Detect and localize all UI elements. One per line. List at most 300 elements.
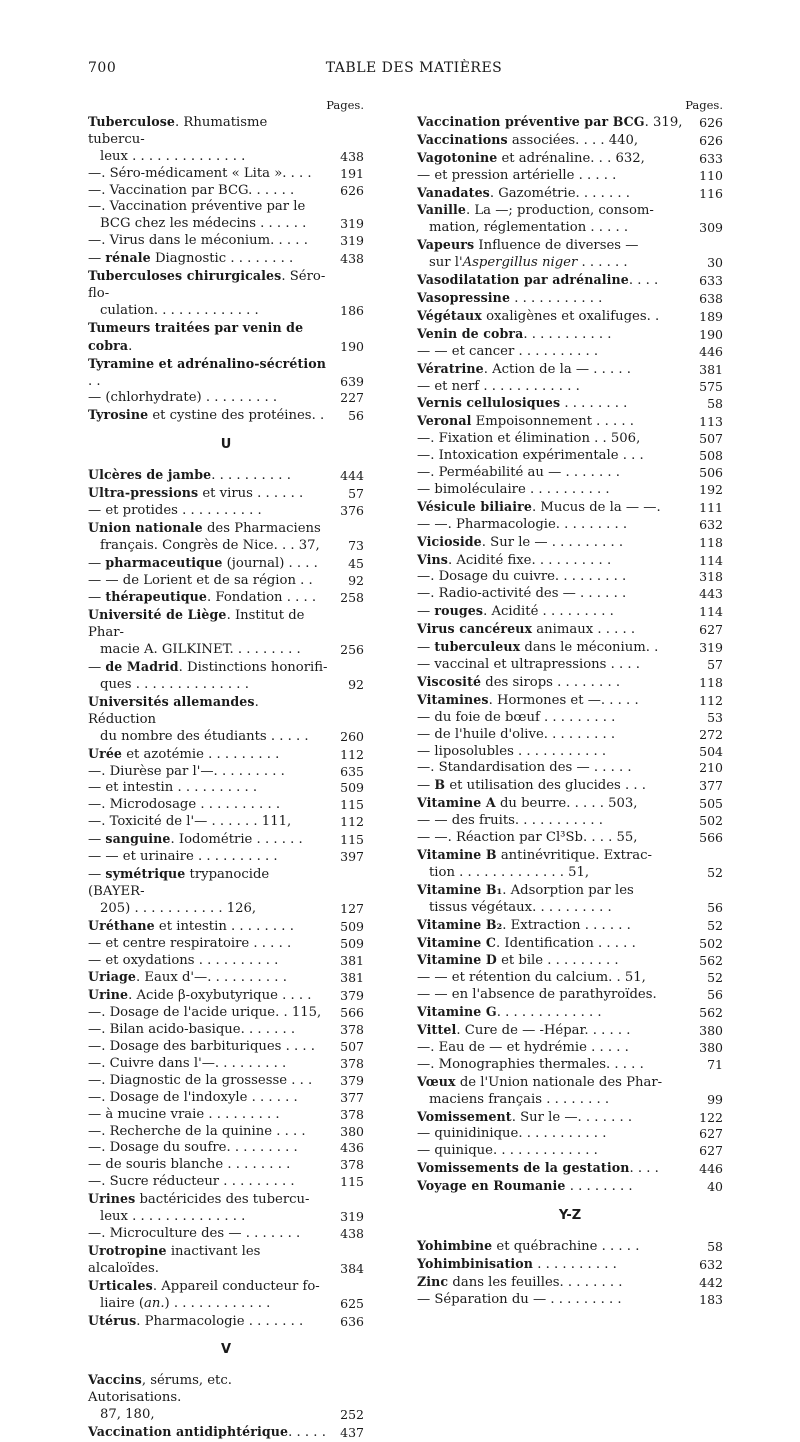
entry-page-number: 112 — [340, 814, 364, 830]
entry-page-number: 632 — [699, 516, 723, 532]
index-entry — [88, 199, 364, 233]
index-entry — [417, 237, 723, 272]
entry-text: — —. Pharmacologie. . . . . . . . . — [417, 516, 628, 532]
pages-label: Pages. — [685, 98, 723, 112]
entry-page-number: 319 — [340, 216, 364, 232]
index-entry — [417, 935, 723, 953]
entry-text: ques . . . . . . . . . . . . . . — [100, 677, 249, 692]
index-entry — [417, 168, 723, 185]
entry-text: Vaccination antidiphtérique. . . . . — [88, 1424, 326, 1441]
index-entry — [417, 344, 723, 361]
index-entry — [88, 936, 364, 953]
entry-page-number: 260 — [340, 728, 364, 744]
entry-text: Université de Liège. Institut de Phar- — [88, 607, 305, 641]
index-entry — [417, 710, 723, 727]
entry-text: Vératrine. Action de la — . . . . . — [417, 360, 631, 377]
entry-text: —. Dosage de l'indoxyle . . . . . . — [88, 1089, 298, 1105]
entry-text: macie A. GILKINET. . . . . . . . . — [100, 642, 301, 658]
index-entry — [417, 1274, 723, 1292]
entry-page-number: 443 — [699, 586, 723, 602]
index-entry — [88, 814, 364, 831]
entry-text: — —. Réaction par Cl³Sb. . . . 55, — [417, 830, 638, 846]
entry-page-number: 377 — [699, 778, 723, 794]
entry-page-number: 636 — [340, 1313, 364, 1329]
entry-page-number: 381 — [699, 361, 723, 377]
index-entry — [417, 534, 723, 552]
entry-text: Vitamine B₂. Extraction . . . . . . — [417, 916, 631, 933]
entry-text: — à mucine vraie . . . . . . . . . — [88, 1106, 280, 1122]
entry-text: —. Cuivre dans l'—. . . . . . . . . — [88, 1055, 287, 1071]
index-entry — [417, 569, 723, 586]
entry-text: Vernis cellulosiques . . . . . . . . — [417, 395, 628, 412]
entry-page-number: 53 — [707, 709, 723, 725]
entry-text: — — en l'absence de parathyroïdes. — [417, 987, 657, 1003]
entry-page-number: 378 — [340, 1022, 364, 1038]
entry-text: 205) . . . . . . . . . . . 126, — [100, 900, 257, 916]
entry-page-number: 118 — [699, 534, 723, 550]
index-entry — [417, 727, 723, 744]
index-entry — [88, 166, 364, 183]
entry-text: Tuberculoses chirurgicales. Séro-flo- — [88, 268, 326, 301]
entry-text: Tyrosine et cystine des protéines. . — [88, 407, 325, 424]
entry-text: — rénale Diagnostic . . . . . . . . — [88, 250, 294, 267]
index-entry — [417, 1022, 723, 1040]
index-entry — [417, 603, 723, 621]
entry-text: Veronal Empoisonnement . . . . . — [417, 413, 634, 430]
entry-text: culation. . . . . . . . . . . . . — [100, 302, 259, 318]
entry-page-number: 438 — [340, 1226, 364, 1241]
index-entry — [417, 847, 723, 882]
entry-page-number: 73 — [348, 537, 364, 553]
index-entry — [417, 917, 723, 935]
entry-page-number: 627 — [699, 622, 723, 638]
entry-text: — de l'huile d'olive. . . . . . . . . — [417, 726, 616, 742]
entry-text: — du foie de bœuf . . . . . . . . . — [417, 709, 616, 725]
entry-text: Vanadates. Gazométrie. . . . . . . — [417, 184, 630, 201]
entry-page-number: 380 — [340, 1123, 364, 1139]
entry-page-number: 252 — [340, 1407, 364, 1423]
index-entry — [88, 831, 364, 849]
index-entry — [417, 361, 723, 379]
index-entry — [417, 1292, 723, 1309]
entry-page-number: 379 — [340, 1072, 364, 1088]
entry-text: —. Sucre réducteur . . . . . . . . . — [88, 1174, 295, 1190]
index-entry — [417, 882, 723, 917]
index-entry — [417, 813, 723, 830]
entry-text: — sanguine. Iodométrie . . . . . . — [88, 831, 303, 848]
index-entry — [88, 953, 364, 970]
entry-page-number: 56 — [348, 408, 364, 424]
entry-text: Vitamine G. . . . . . . . . . . . . — [417, 1004, 602, 1021]
index-entry — [417, 1238, 723, 1256]
index-entry — [88, 1073, 364, 1090]
entry-text: mation, réglementation . . . . . — [429, 220, 629, 236]
entry-text: —. Vaccination préventive par le — [88, 199, 306, 215]
entry-text: —. Radio-activité des — . . . . . . — [417, 586, 627, 602]
entry-text: Vicioside. Sur le — . . . . . . . . . — [417, 533, 624, 550]
entry-page-number: 190 — [699, 326, 723, 342]
index-entry — [88, 1243, 364, 1278]
entry-page-number: 110 — [699, 167, 723, 183]
entry-page-number: 210 — [699, 760, 723, 776]
entry-text: — — de Lorient et de sa région . . — [88, 572, 313, 588]
index-entry — [88, 1174, 364, 1191]
entry-text: — thérapeutique. Fondation . . . . — [88, 589, 317, 606]
entry-text: Vitamine A du beurre. . . . . 503, — [417, 795, 638, 812]
entry-page-number: 446 — [699, 343, 723, 359]
entry-text: Vittel. Cure de — -Hépar. . . . . . — [417, 1022, 631, 1039]
entry-page-number: 633 — [699, 273, 723, 289]
entry-page-number: 319 — [699, 640, 723, 656]
entry-page-number: 502 — [699, 813, 723, 829]
entry-page-number: 627 — [699, 1126, 723, 1142]
entry-text: — symétrique trypanocide (BAYER- — [88, 865, 270, 899]
entry-text: —. Perméabilité au — . . . . . . . — [417, 465, 620, 481]
entry-page-number: 114 — [699, 604, 723, 620]
page-title: TABLE DES MATIÈRES — [325, 60, 503, 76]
entry-page-number: 57 — [707, 657, 723, 672]
entry-text: Viscosité des sirops . . . . . . . . — [417, 673, 621, 690]
entry-text: Vitamine B antinévritique. Extrac- — [417, 846, 652, 863]
entry-page-number: 111 — [699, 499, 723, 515]
entry-page-number: 45 — [348, 555, 364, 571]
entry-text: —. Intoxication expérimentale . . . — [417, 448, 644, 464]
index-entry — [88, 268, 364, 320]
index-entry — [88, 780, 364, 797]
index-entry — [417, 1040, 723, 1057]
index-entry — [417, 132, 723, 150]
index-entry — [88, 1090, 364, 1107]
index-entry — [417, 1143, 723, 1160]
entry-text: 87, 180, — [100, 1407, 155, 1423]
entry-page-number: 256 — [340, 642, 364, 658]
entry-page-number: 52 — [707, 864, 723, 880]
index-entry — [417, 499, 723, 517]
entry-text: Vitamines. Hormones et —. . . . . — [417, 691, 639, 708]
entry-page-number: 127 — [340, 900, 364, 916]
index-entry — [417, 552, 723, 570]
index-entry — [88, 407, 364, 425]
entry-text: Venin de cobra. . . . . . . . . . . — [417, 325, 612, 342]
index-entry — [417, 744, 723, 761]
entry-text: —. Fixation et élimination . . 506, — [417, 431, 641, 447]
index-entry — [417, 517, 723, 534]
entry-text: Urine. Acide β-oxybutyrique . . . . — [88, 987, 312, 1004]
index-entry — [88, 659, 364, 694]
index-entry — [88, 918, 364, 936]
section-letter: U — [220, 437, 232, 453]
entry-page-number: 626 — [340, 182, 364, 198]
entry-text: Universités allemandes. Réduction — [88, 693, 259, 727]
index-entry — [417, 795, 723, 813]
entry-page-number: 505 — [699, 796, 723, 812]
entry-page-number: 381 — [340, 952, 364, 968]
entry-page-number: 379 — [340, 988, 364, 1004]
entry-text: —. Dosage du soufre. . . . . . . . . — [88, 1140, 298, 1156]
index-entry — [417, 970, 723, 987]
entry-page-number: 376 — [340, 502, 364, 518]
entry-page-number: 192 — [699, 481, 723, 497]
entry-page-number: 112 — [699, 692, 723, 708]
entry-page-number: 442 — [699, 1274, 723, 1290]
entry-text: — et nerf . . . . . . . . . . . . — [417, 378, 580, 394]
index-entry — [417, 1160, 723, 1178]
entry-page-number: 506 — [699, 465, 723, 481]
entry-page-number: 378 — [340, 1157, 364, 1173]
entry-page-number: 509 — [340, 918, 364, 934]
index-entry — [417, 448, 723, 465]
entry-text: tion . . . . . . . . . . . . . 51, — [429, 864, 590, 880]
entry-text: — et intestin . . . . . . . . . . — [88, 780, 258, 796]
entry-text: —. Diagnostic de la grossesse . . . — [88, 1072, 313, 1088]
index-entry — [417, 639, 723, 657]
entry-text: —. Toxicité de l'— . . . . . . 111, — [88, 814, 292, 830]
entry-page-number: 562 — [699, 953, 723, 969]
entry-text: Vanille. La —; production, consom- — [417, 202, 654, 219]
index-entry — [88, 1278, 364, 1313]
index-entry — [88, 1124, 364, 1141]
index-entry — [88, 485, 364, 503]
index-entry — [88, 607, 364, 659]
index-entry — [417, 586, 723, 603]
index-entry — [417, 395, 723, 413]
index-entry — [417, 1256, 723, 1274]
entry-page-number: 30 — [707, 255, 723, 271]
index-entry — [88, 969, 364, 987]
entry-text: leux . . . . . . . . . . . . . . — [100, 1209, 246, 1225]
entry-page-number: 626 — [699, 114, 723, 130]
entry-page-number: 52 — [707, 970, 723, 986]
entry-page-number: 258 — [340, 590, 364, 606]
index-entry — [88, 555, 364, 573]
index-entry — [417, 185, 723, 203]
entry-text: — de Madrid. Distinctions honorifi- — [88, 659, 328, 676]
entry-page-number: 272 — [699, 726, 723, 742]
entry-text: Vagotonine et adrénaline. . . 632, — [417, 149, 645, 166]
index-column-left — [88, 97, 364, 1442]
entry-text: Vésicule biliaire. Mucus de la — —. — [417, 498, 661, 515]
entry-text: — quinidinique. . . . . . . . . . . — [417, 1126, 607, 1142]
entry-text: sur l'Aspergillus niger . . . . . . — [429, 255, 628, 271]
index-entry — [417, 326, 723, 344]
entry-page-number: 52 — [707, 917, 723, 933]
index-entry — [417, 1074, 723, 1109]
index-entry — [88, 589, 364, 607]
entry-text: Voyage en Roumanie . . . . . . . . — [417, 1178, 633, 1195]
entry-page-number: 633 — [699, 150, 723, 166]
entry-text: Virus cancéreux animaux . . . . . — [417, 621, 636, 638]
index-entry — [417, 674, 723, 692]
entry-text: Yohimbine et québrachine . . . . . — [417, 1238, 640, 1254]
entry-text: —. Microdosage . . . . . . . . . . — [88, 797, 281, 813]
entry-page-number: 309 — [699, 220, 723, 236]
entry-text: — et pression artérielle . . . . . — [417, 167, 617, 183]
entry-text: — pharmaceutique (journal) . . . . — [88, 554, 318, 571]
entry-page-number: 189 — [699, 308, 723, 324]
entry-text: Vapeurs Influence de diverses — — [417, 237, 639, 254]
entry-page-number: 438 — [340, 148, 364, 164]
entry-page-number: 191 — [340, 165, 364, 181]
index-entry — [417, 114, 723, 132]
entry-text: Tuberculose. Rhumatisme tubercu- — [88, 113, 268, 147]
entry-text: Uriage. Eaux d'—. . . . . . . . . . — [88, 969, 287, 986]
index-entry — [417, 1004, 723, 1022]
index-entry — [88, 390, 364, 407]
entry-text: — rouges. Acidité . . . . . . . . . — [417, 603, 614, 620]
entry-text: du nombre des étudiants . . . . . — [100, 728, 309, 744]
entry-page-number: 635 — [340, 763, 364, 779]
entry-text: Ulcères de jambe. . . . . . . . . . — [88, 467, 291, 484]
entry-page-number: 56 — [707, 899, 723, 915]
index-entry — [417, 657, 723, 674]
index-entry — [88, 1056, 364, 1073]
entry-text: — — et cancer . . . . . . . . . . — [417, 343, 599, 359]
entry-text: —. Dosage du cuivre. . . . . . . . . — [417, 569, 627, 585]
entry-text: Tumeurs traitées par venin de cobra. — [88, 319, 304, 354]
index-entry — [417, 308, 723, 326]
index-entry — [417, 482, 723, 499]
entry-page-number: 319 — [340, 1209, 364, 1225]
entry-text: — tuberculeux dans le méconium. . — [417, 639, 659, 656]
entry-page-number: 508 — [699, 448, 723, 464]
entry-page-number: 575 — [699, 378, 723, 394]
entry-text: Yohimbinisation . . . . . . . . . . — [417, 1255, 617, 1272]
index-entry — [88, 1107, 364, 1124]
entry-text: BCG chez les médecins . . . . . . — [100, 216, 307, 232]
index-entry — [88, 467, 364, 485]
entry-text: — et oxydations . . . . . . . . . . — [88, 952, 279, 968]
index-column-right — [417, 97, 723, 1309]
entry-text: Uréthane et intestin . . . . . . . . — [88, 917, 294, 934]
entry-page-number: 190 — [340, 338, 364, 354]
entry-page-number: 58 — [707, 396, 723, 412]
entry-text: —. Standardisation des — . . . . . — [417, 760, 632, 776]
entry-page-number: 378 — [340, 1106, 364, 1122]
entry-page-number: 566 — [340, 1005, 364, 1021]
index-entry — [88, 1157, 364, 1174]
entry-page-number: 381 — [340, 970, 364, 986]
entry-text: — (chlorhydrate) . . . . . . . . . — [88, 390, 278, 406]
index-entry — [417, 1126, 723, 1143]
entry-text: maciens français . . . . . . . . — [429, 1091, 610, 1107]
entry-page-number: 112 — [340, 746, 364, 762]
entry-text: Vitamine D et bile . . . . . . . . . — [417, 952, 619, 969]
index-entry — [88, 1424, 364, 1442]
index-entry — [88, 849, 364, 866]
entry-page-number: 384 — [340, 1260, 364, 1276]
entry-page-number: 99 — [707, 1091, 723, 1107]
entry-page-number: 378 — [340, 1055, 364, 1071]
entry-page-number: 638 — [699, 290, 723, 306]
entry-text: —. Bilan acido-basique. . . . . . . — [88, 1022, 296, 1038]
entry-text: — bimoléculaire . . . . . . . . . . — [417, 481, 610, 497]
index-entry — [417, 621, 723, 639]
entry-text: —. Vaccination par BCG. . . . . . — [88, 182, 295, 198]
entry-page-number: 113 — [699, 414, 723, 430]
index-entry — [417, 272, 723, 290]
index-entry — [88, 503, 364, 520]
pages-label: Pages. — [326, 98, 364, 112]
entry-text: —. Microculture des — . . . . . . . — [88, 1226, 301, 1241]
entry-page-number: 71 — [707, 1056, 723, 1072]
entry-text: — vaccinal et ultrapressions . . . . — [417, 657, 640, 672]
index-entry — [417, 290, 723, 308]
entry-page-number: 57 — [348, 486, 364, 502]
index-entry — [417, 431, 723, 448]
index-entry — [88, 320, 364, 356]
index-entry — [417, 777, 723, 795]
index-entry — [417, 1057, 723, 1074]
entry-text: Vitamine C. Identification . . . . . — [417, 934, 636, 951]
index-entry — [88, 1140, 364, 1157]
index-entry — [88, 1313, 364, 1331]
entry-text: Végétaux oxaligènes et oxalifuges. . — [417, 307, 660, 324]
entry-page-number: 626 — [699, 132, 723, 148]
entry-page-number: 186 — [340, 302, 364, 318]
entry-page-number: 507 — [699, 431, 723, 447]
index-entry — [88, 764, 364, 781]
index-entry — [88, 573, 364, 590]
entry-text: —. Eau de — et hydrémie . . . . . — [417, 1039, 629, 1055]
entry-page-number: 627 — [699, 1143, 723, 1159]
section-letter: V — [220, 1342, 232, 1358]
entry-page-number: 562 — [699, 1005, 723, 1021]
page-header — [88, 60, 740, 82]
entry-text: Vasopressine . . . . . . . . . . . — [417, 289, 603, 306]
entry-text: Urotropine inactivant les alcaloïdes. — [88, 1242, 261, 1276]
index-entry — [88, 694, 364, 746]
index-entry — [417, 150, 723, 168]
entry-page-number: 436 — [340, 1140, 364, 1156]
page-number: 700 — [88, 60, 117, 76]
index-entry — [88, 1226, 364, 1243]
entry-text: Union nationale des Pharmaciens — [88, 519, 321, 536]
index-entry — [88, 356, 364, 391]
entry-text: Tyramine et adrénalino-sécrétion . . — [88, 355, 327, 389]
entry-text: — B et utilisation des glucides . . . — [417, 777, 646, 794]
entry-text: —. Recherche de la quinine . . . . — [88, 1123, 306, 1139]
entry-page-number: 118 — [699, 674, 723, 690]
index-entry — [88, 987, 364, 1005]
entry-page-number: 380 — [699, 1023, 723, 1039]
entry-text: Vaccins, sérums, etc. Autorisations. — [88, 1372, 232, 1406]
entry-text: — de souris blanche . . . . . . . . — [88, 1157, 291, 1173]
index-entry — [88, 114, 364, 166]
entry-page-number: 114 — [699, 552, 723, 568]
entry-text: français. Congrès de Nice. . . 37, — [100, 537, 320, 553]
entry-page-number: 377 — [340, 1089, 364, 1105]
index-entry — [88, 866, 364, 918]
entry-page-number: 56 — [707, 987, 723, 1003]
entry-page-number: 446 — [699, 1161, 723, 1177]
index-entry — [417, 1109, 723, 1127]
entry-text: Vaccination préventive par BCG. 319, — [417, 113, 683, 130]
entry-text: — quinique. . . . . . . . . . . . . — [417, 1143, 598, 1159]
entry-page-number: 92 — [348, 572, 364, 588]
entry-text: Urée et azotémie . . . . . . . . . — [88, 745, 280, 762]
entry-page-number: 509 — [340, 780, 364, 796]
entry-text: Vomissements de la gestation. . . . — [417, 1160, 659, 1177]
entry-text: — Séparation du — . . . . . . . . . — [417, 1291, 622, 1307]
entry-text: — — et urinaire . . . . . . . . . . — [88, 849, 278, 865]
entry-text: —. Dosage de l'acide urique. . 115, — [88, 1005, 322, 1021]
index-entry — [417, 379, 723, 396]
entry-text: Ultra-pressions et virus . . . . . . — [88, 485, 304, 502]
section-letter: Y-Z — [558, 1208, 582, 1224]
entry-text: tissus végétaux. . . . . . . . . . — [429, 899, 612, 915]
entry-page-number: 115 — [340, 797, 364, 813]
entry-page-number: 115 — [340, 832, 364, 848]
